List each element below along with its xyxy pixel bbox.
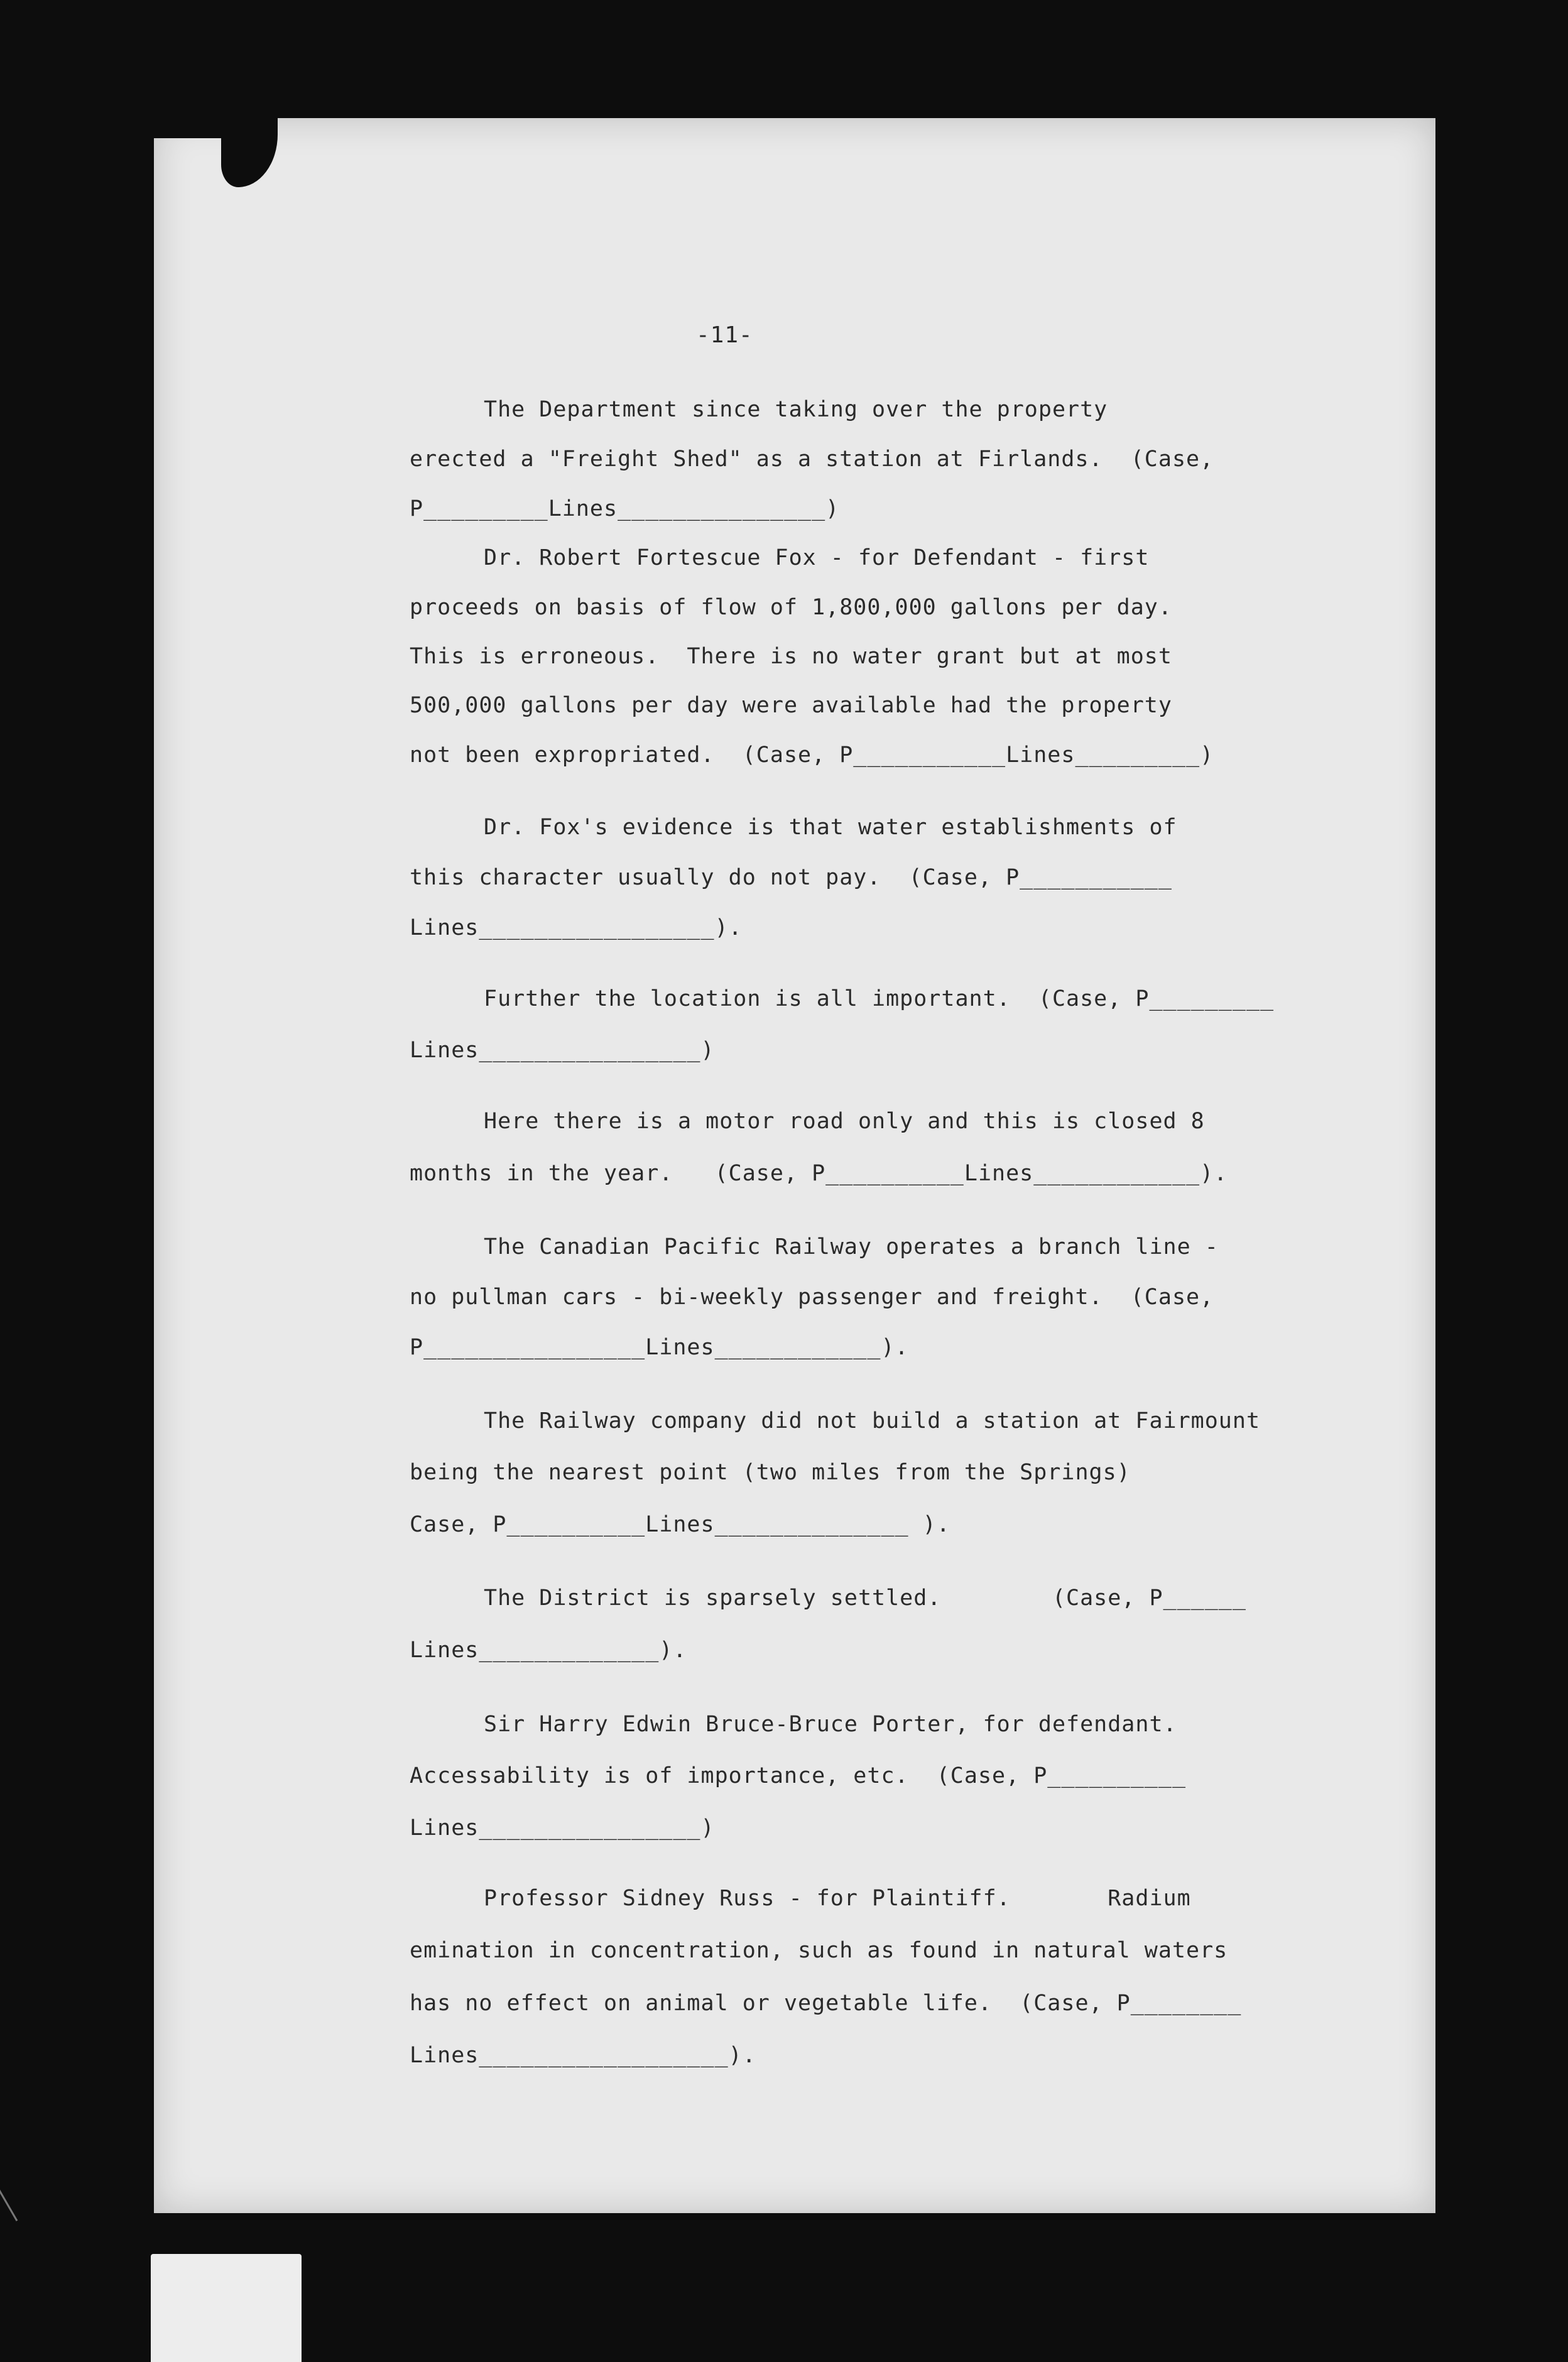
text-line: erected a "Freight Shed" as a station at Firlands. (Case, [410, 447, 1214, 472]
text-line: Lines________________) [410, 1815, 715, 1841]
text-line: Here there is a motor road only and this is closed 8 [484, 1109, 1205, 1134]
text-line: Lines__________________). [410, 2043, 756, 2068]
text-line: has no effect on animal or vegetable life. (Case, P________ [410, 1991, 1242, 2016]
text-line: months in the year. (Case, P__________Lines____________). [410, 1161, 1228, 1186]
text-line: Further the location is all important. (Case, P_________ [484, 986, 1275, 1011]
text-line: this character usually do not pay. (Case, P___________ [410, 865, 1172, 890]
text-line: The Department since taking over the property [484, 397, 1108, 422]
text-line: The District is sparsely settled. (Case, P______ [484, 1586, 1246, 1611]
text-line: Accessability is of importance, etc. (Case, P__________ [410, 1763, 1187, 1788]
text-line: P_________Lines_______________) [410, 496, 840, 521]
page-number: -11- [696, 322, 753, 348]
text-line: Professor Sidney Russ - for Plaintiff. Radium [484, 1886, 1191, 1911]
text-line: Dr. Robert Fortescue Fox - for Defendant - first [484, 545, 1150, 570]
text-line: Sir Harry Edwin Bruce-Bruce Porter, for defendant. [484, 1712, 1177, 1737]
label-tab [151, 2254, 302, 2362]
edge-mark [0, 2182, 18, 2221]
text-line: not been expropriated. (Case, P___________Lines_________) [410, 743, 1214, 768]
text-line: no pullman cars - bi-weekly passenger and freight. (Case, [410, 1285, 1214, 1310]
text-line: emination in concentration, such as found in natural waters [410, 1938, 1228, 1963]
text-line: P________________Lines____________). [410, 1335, 909, 1360]
text-line: This is erroneous. There is no water grant but at most [410, 644, 1172, 669]
text-line: Dr. Fox's evidence is that water establishments of [484, 815, 1177, 840]
text-line: The Railway company did not build a station at Fairmount [484, 1408, 1261, 1434]
text-line: being the nearest point (two miles from the Springs) [410, 1460, 1131, 1485]
text-line: Lines_________________). [410, 915, 743, 940]
text-line: 500,000 gallons per day were available had the property [410, 693, 1172, 718]
text-line: The Canadian Pacific Railway operates a branch line - [484, 1234, 1219, 1260]
text-line: proceeds on basis of flow of 1,800,000 gallons per day. [410, 595, 1172, 620]
text-line: Lines________________) [410, 1038, 715, 1063]
text-line: Lines_____________). [410, 1638, 687, 1663]
text-line: Case, P__________Lines______________ ). [410, 1512, 950, 1537]
